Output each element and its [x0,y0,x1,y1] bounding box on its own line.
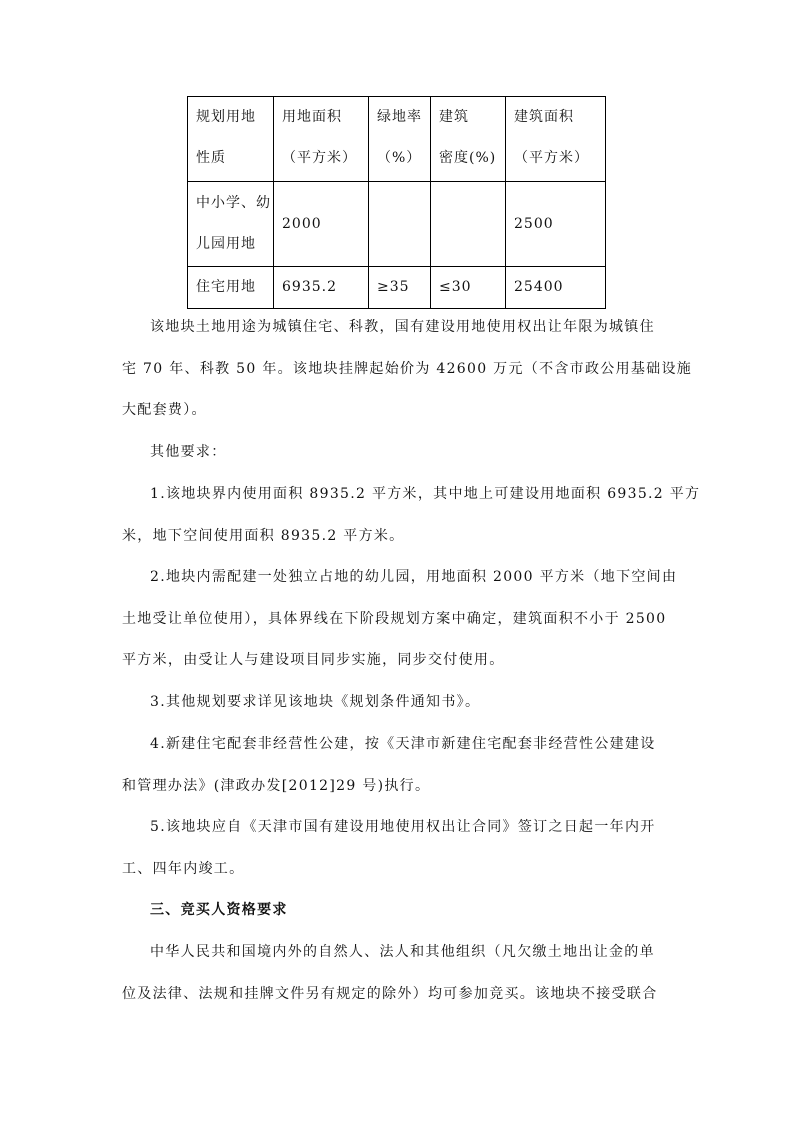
cell-floor-area: 2500 [506,182,606,267]
header-cell-floor-area: 建筑面积 （平方米） [506,97,606,182]
cell-land-area: 2000 [274,182,369,267]
requirement-item-3: 3.其他规划要求详见该地块《规划条件通知书》。 [150,694,481,710]
land-use-table [187,96,606,309]
header-cell-green-rate: 绿地率 （%） [369,97,431,182]
land-use-paragraph: 该地块土地用途为城镇住宅、科教，国有建设用地使用权出让年限为城镇住 宅 70 年、科教 50 年。该地块挂牌起始价为 42600 万元（不含市政公用基础设施 大配套费）。 [122,319,693,418]
requirement-item-2: 2.地块内需配建一处独立占地的幼儿园，用地面积 2000 平方米（地下空间由 土地受让单位使用），具体界线在下阶段规划方案中确定，建筑面积不小于 2500 平方米，由受让人与建设项目同步实施，同步交付使用。 [122,569,678,668]
table-row [188,182,606,267]
header-cell-land-area: 用地面积 （平方米） [274,97,369,182]
cell-green-rate [369,182,431,267]
cell-building-density: ≤30 [431,267,506,309]
requirement-item-4: 4.新建住宅配套非经营性公建，按《天津市新建住宅配套非经营性公建建设 和管理办法》(津政办发[2012]29 号)执行。 [122,736,656,794]
requirement-item-1: 1.该地块界内使用面积 8935.2 平方米，其中地上可建设用地面积 6935.2 平方 米，地下空间使用面积 8935.2 平方米。 [122,486,701,544]
cell-floor-area: 25400 [506,267,606,309]
other-requirements-label: 其他要求： [150,444,227,460]
cell-building-density [431,182,506,267]
table-row [188,267,606,309]
header-cell-building-density: 建筑 密度(%) [431,97,506,182]
table-header-row [188,97,606,182]
bidder-qualifications-paragraph: 中华人民共和国境内外的自然人、法人和其他组织（凡欠缴土地出让金的单 位及法律、法规和挂牌文件另有规定的除外）均可参加竞买。该地块不接受联合 [122,944,658,1002]
header-cell-land-nature: 规划用地 性质 [188,97,274,182]
requirement-item-5: 5.该地块应自《天津市国有建设用地使用权出让合同》签订之日起一年内开 工、四年内竣工。 [122,819,656,877]
cell-green-rate: ≥35 [369,267,431,309]
cell-land-nature: 住宅用地 [188,267,274,309]
cell-land-area: 6935.2 [274,267,369,309]
cell-land-nature: 中小学、幼 儿园用地 [188,182,274,267]
section-title-bidder-qualifications: 三、竞买人资格要求 [150,902,288,918]
